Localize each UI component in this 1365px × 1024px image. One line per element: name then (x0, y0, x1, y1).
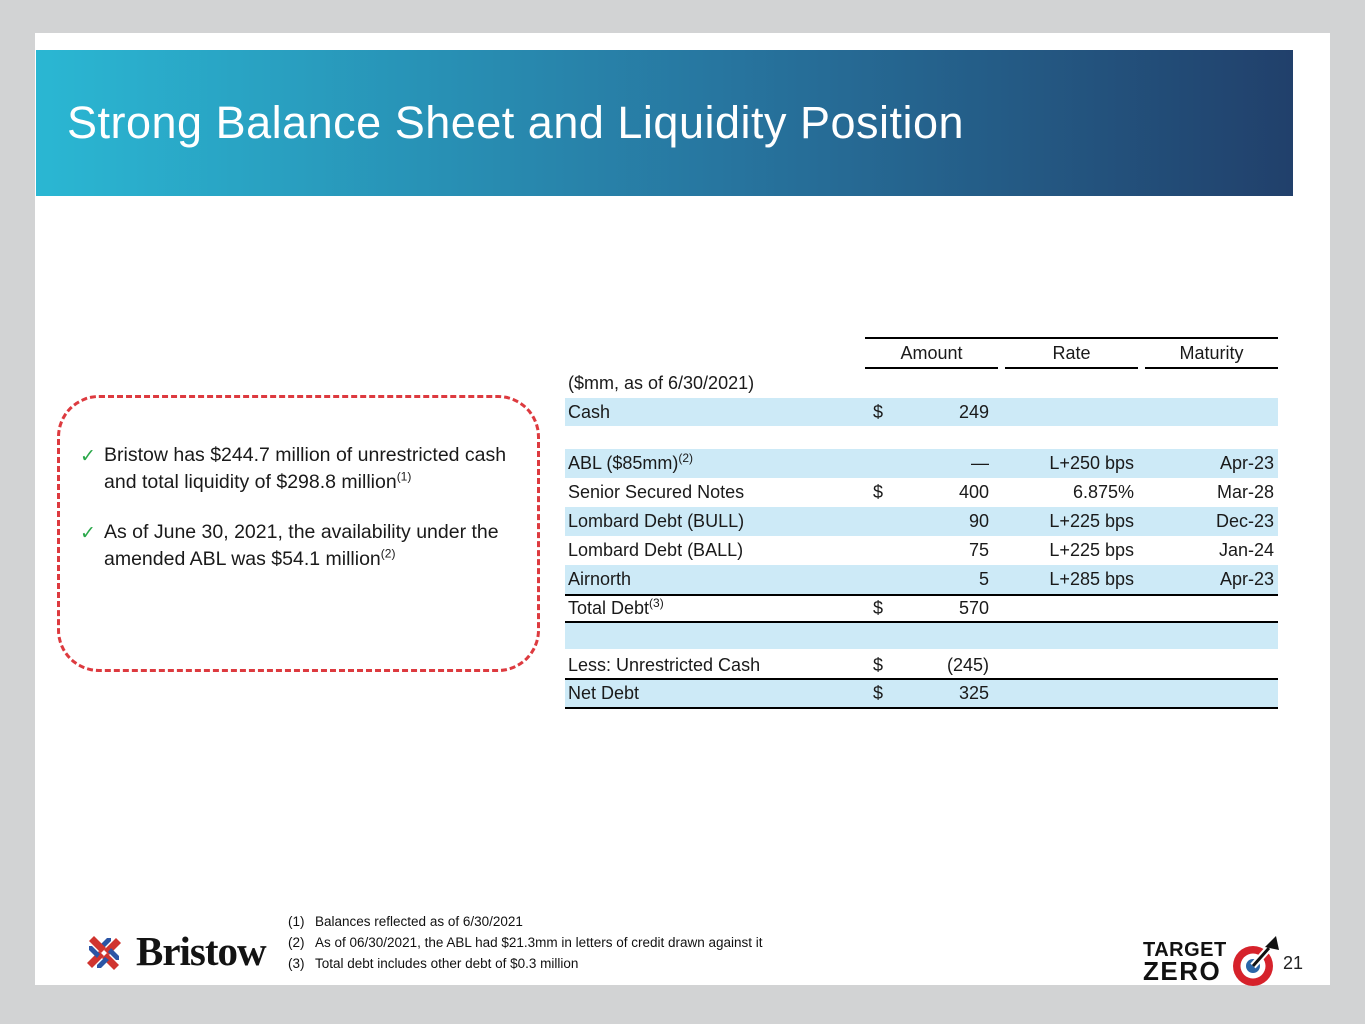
bristow-logo (78, 926, 266, 980)
check-icon: ✓ (80, 446, 96, 467)
header-spacer (565, 337, 865, 369)
target-zero-logo (1143, 934, 1283, 990)
table-row: Senior Secured Notes $ 400 6.875% Mar-28 (568, 482, 1274, 502)
bristow-pinwheel-icon (78, 926, 130, 980)
table-row-net-debt: Net Debt $ 325 (565, 680, 1278, 709)
debt-table (565, 337, 1278, 709)
table-row-total-debt: Total Debt$^{(3)}$ $ 570 (565, 594, 1278, 623)
slide-canvas (35, 33, 1330, 985)
footnote-2: (2) As of 06/30/2021, the ABL had $21.3mm in letters of credit drawn against it (288, 935, 763, 950)
column-header-amount: Amount (865, 339, 998, 369)
table-header-row (565, 337, 1278, 369)
table-subtitle: ($mm, as of 6/30/2021) (568, 373, 755, 393)
dollar-sign: $ (873, 654, 884, 675)
bullseye-arrow-icon (1227, 934, 1283, 990)
table-row: Lombard Debt (BULL) 90 L+225 bps Dec-23 (565, 507, 1278, 536)
dollar-sign: $ (873, 683, 884, 703)
target-zero-text-target: TARGET (1143, 939, 1227, 961)
bullet-unrestricted-cash (80, 442, 521, 496)
footnote-3: (3) Total debt includes other debt of $0.3 million (288, 956, 579, 971)
table-row: Airnorth 5 L+285 bps Apr-23 (565, 565, 1278, 594)
footnote-1: (1) Balances reflected as of 6/30/2021 (288, 914, 523, 929)
target-zero-text-zero: ZERO (1143, 956, 1222, 986)
footnote-ref: (1) (396, 469, 412, 484)
table-row-less-cash: Less: Unrestricted Cash $ (245) (565, 652, 1278, 680)
bullet-abl-availability (80, 519, 521, 573)
header-columns (865, 337, 1278, 369)
dollar-sign: $ (873, 401, 884, 422)
bullet-text: As of June 30, 2021, the availability under the amended ABL was $54.1 million$^{(2)}$ (104, 521, 499, 570)
title-band (36, 50, 1293, 196)
table-subtitle-row (565, 369, 1278, 398)
dollar-sign: $ (873, 482, 884, 502)
page-number: 21 (1283, 953, 1304, 973)
page-title: Strong Balance Sheet and Liquidity Position (67, 97, 965, 148)
table-row: Lombard Debt (BALL) 75 L+225 bps Jan-24 (568, 540, 1274, 560)
bristow-wordmark: Bristow (136, 928, 266, 974)
column-header-maturity: Maturity (1145, 339, 1278, 369)
table-row: ABL ($85mm)$^{(2)}$ — L+250 bps Apr-23 (565, 449, 1278, 478)
footnotes (288, 911, 763, 974)
column-header-rate: Rate (1005, 339, 1138, 369)
bullet-text: Bristow has $244.7 million of unrestricted cash and total liquidity of $298.8 million$^{(1)}$ (104, 444, 507, 493)
footnote-ref: (2) (380, 546, 396, 561)
table-spacer (565, 623, 1278, 649)
dollar-sign: $ (873, 598, 884, 618)
table-row: Cash $ 249 (565, 398, 1278, 426)
highlights-callout (57, 395, 540, 672)
table-spacer (565, 426, 1278, 449)
check-icon: ✓ (80, 523, 96, 544)
